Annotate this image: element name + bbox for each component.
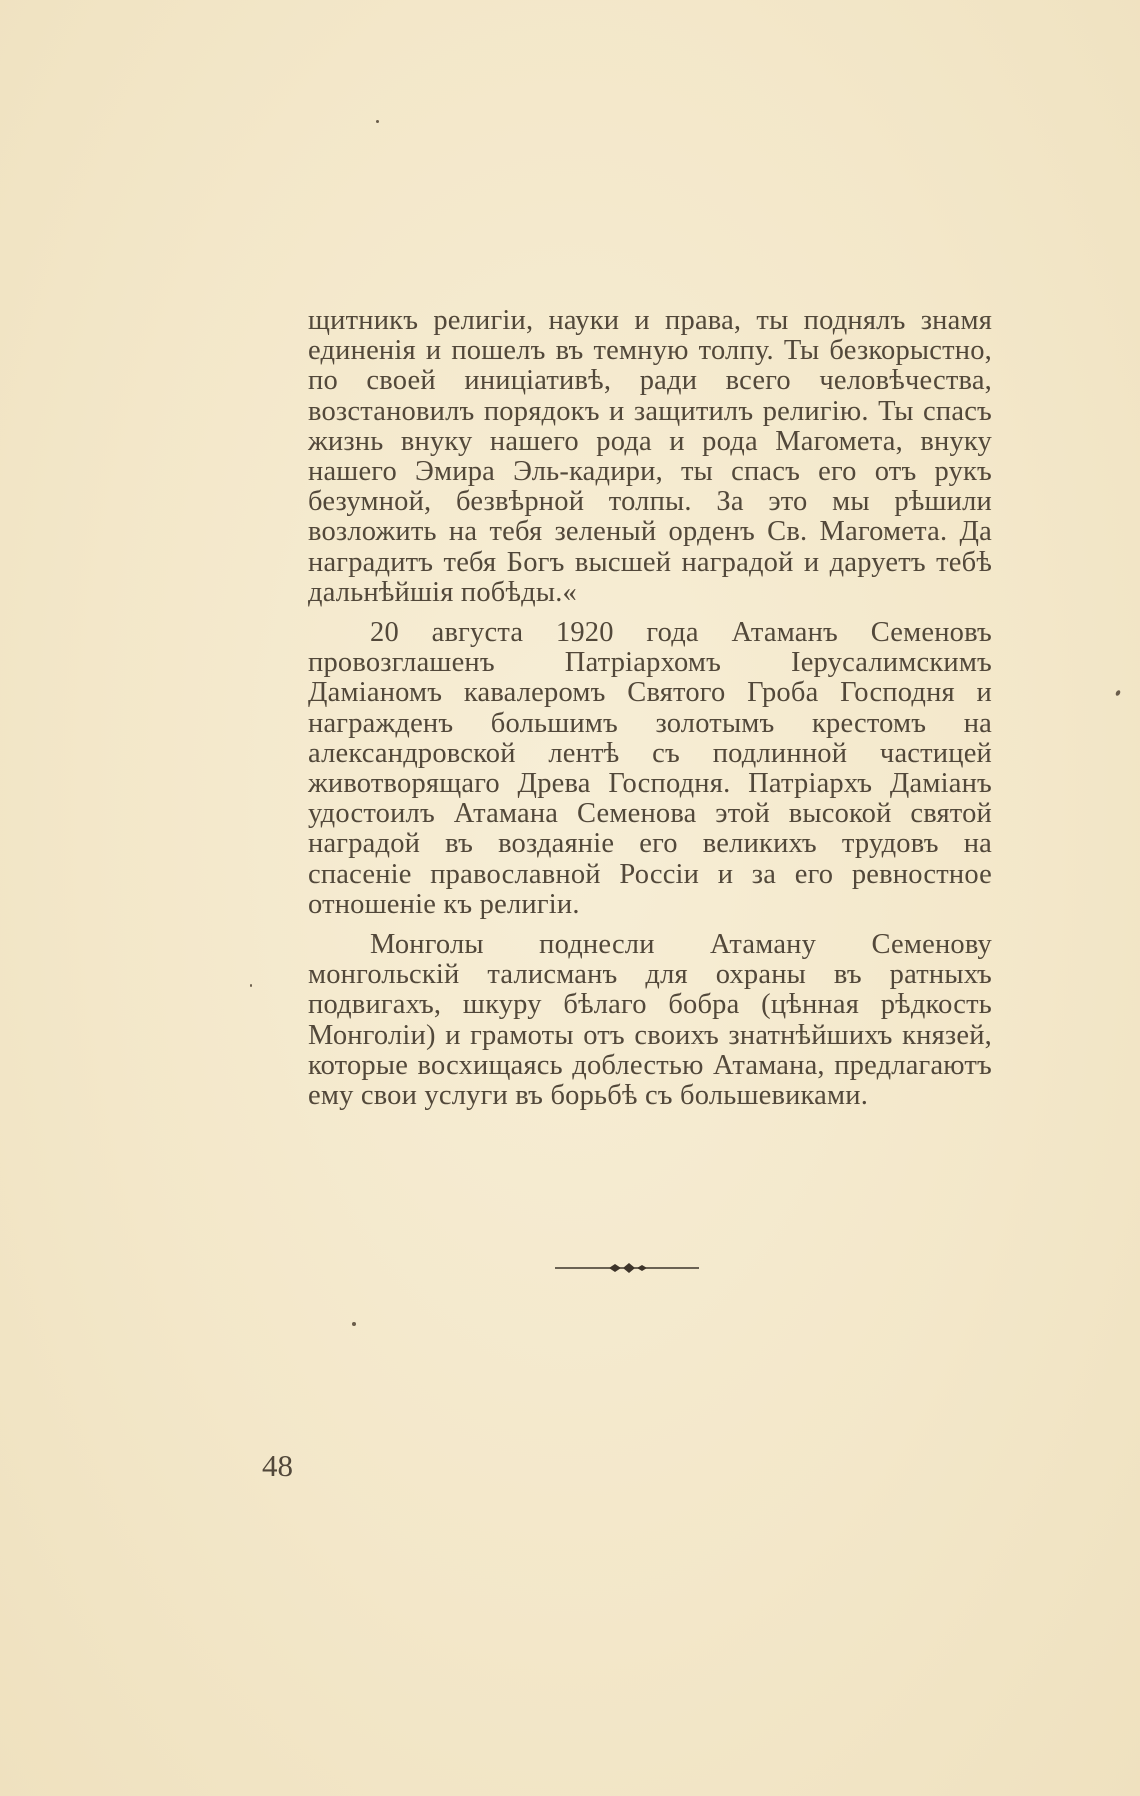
body-text: [308, 306, 992, 1111]
speck-2: [1115, 689, 1121, 696]
speck-4: [352, 1322, 356, 1326]
page-number: 48: [262, 1448, 293, 1483]
paragraph-2: 20 августа 1920 года Атаманъ Семеновъ провозглашенъ Патріархомъ Іерусалимскимъ Даміаномъ кавалеромъ Святого Гроба Господня и награжденъ большимъ золотымъ крестомъ на александровской лентѣ съ подлинной частицей животворящаго Древа Господня. Патріархъ Даміанъ удостоилъ Атамана Семенова этой высокой святой наградой въ воздаяніе его великихъ трудовъ на спасеніе православной Россіи и за его ревностное отношеніе къ религіи.: [308, 617, 992, 920]
paragraph-3: Монголы поднесли Атаману Семенову монгольскій талисманъ для охраны въ ратныхъ подвигахъ, шкуру бѣлаго бобра (цѣнная рѣдкость Монголіи) и грамоты отъ своихъ знатнѣйшихъ князей, которые восхищаясь доблестью Атамана, предлагаютъ ему свои услуги въ борьбѣ съ большевиками.: [308, 929, 992, 1112]
paragraph-1: щитникъ религіи, науки и права, ты поднялъ знамя единенія и пошелъ въ темную толпу. Ты безкорыстно, по своей иниціативѣ, ради всего человѣчества, возстановилъ порядокъ и защитилъ религію. Ты спасъ жизнь внуку нашего рода и рода Магомета, внуку нашего Эмира Эль-кадири, ты спасъ его отъ рукъ безумной, безвѣрной толпы. За это мы рѣшили возложить на тебя зеленый орденъ Св. Магомета. Да наградитъ тебя Богъ высшей наградой и даруетъ тебѣ дальнѣйшія побѣды.«: [308, 305, 992, 608]
speck-1: [376, 120, 379, 123]
speck-3: [250, 984, 252, 987]
divider-ornament-icon: [555, 1260, 699, 1276]
